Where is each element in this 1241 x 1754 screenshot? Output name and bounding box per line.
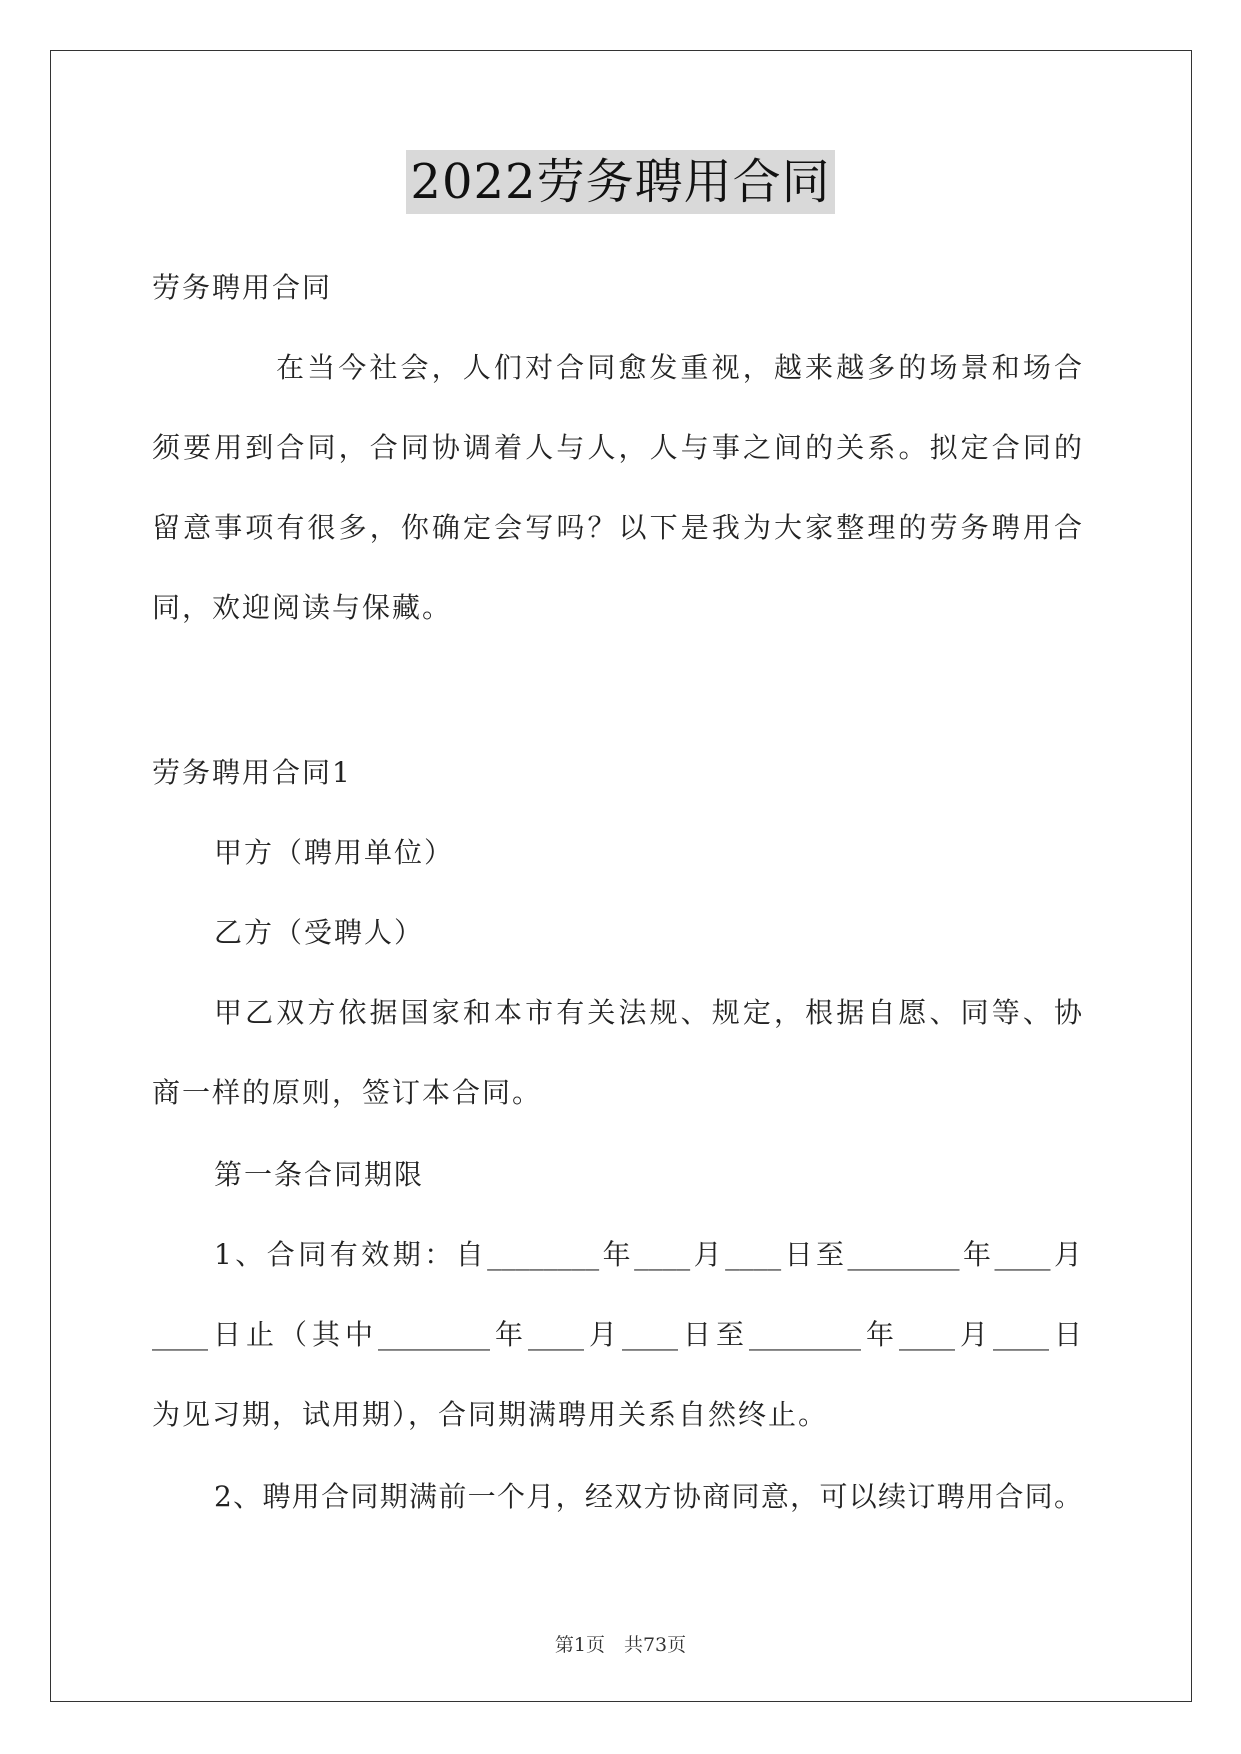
- title-container: [0, 150, 1241, 214]
- document-title: 2022劳务聘用合同: [406, 150, 834, 214]
- article-1-title: 第一条合同期限: [214, 1158, 425, 1191]
- clause-2: 2、聘用合同期满前一个月，经双方协商同意，可以续订聘用合同。: [214, 1480, 1082, 1513]
- intro-line-4: 同，欢迎阅读与保藏。: [152, 591, 453, 624]
- intro-line-2: 须要用到合同，合同协调着人与人，人与事之间的关系。拟定合同的: [152, 431, 1082, 464]
- clause-1-line-2: ____日止（其中________年____月____日至________年____月____日: [152, 1318, 1082, 1351]
- intro-line-1: 在当今社会，人们对合同愈发重视，越来越多的场景和场合: [276, 351, 1082, 384]
- principle-line-1: 甲乙双方依据国家和本市有关法规、规定，根据自愿、同等、协: [214, 996, 1082, 1029]
- page-footer: 第1页 共73页: [554, 1634, 687, 1656]
- party-b-label: 乙方（受聘人）: [214, 916, 425, 949]
- intro-heading: 劳务聘用合同: [152, 271, 333, 304]
- clause-1-line-3: 为见习期，试用期），合同期满聘用关系自然终止。: [152, 1398, 829, 1431]
- section-heading: 劳务聘用合同1: [152, 756, 352, 789]
- party-a-label: 甲方（聘用单位）: [214, 836, 455, 869]
- principle-line-2: 商一样的原则，签订本合同。: [152, 1076, 543, 1109]
- intro-line-3: 留意事项有很多，你确定会写吗？以下是我为大家整理的劳务聘用合: [152, 511, 1082, 544]
- clause-1-line-1: 1、合同有效期：自________年____月____日至________年____月: [214, 1238, 1082, 1271]
